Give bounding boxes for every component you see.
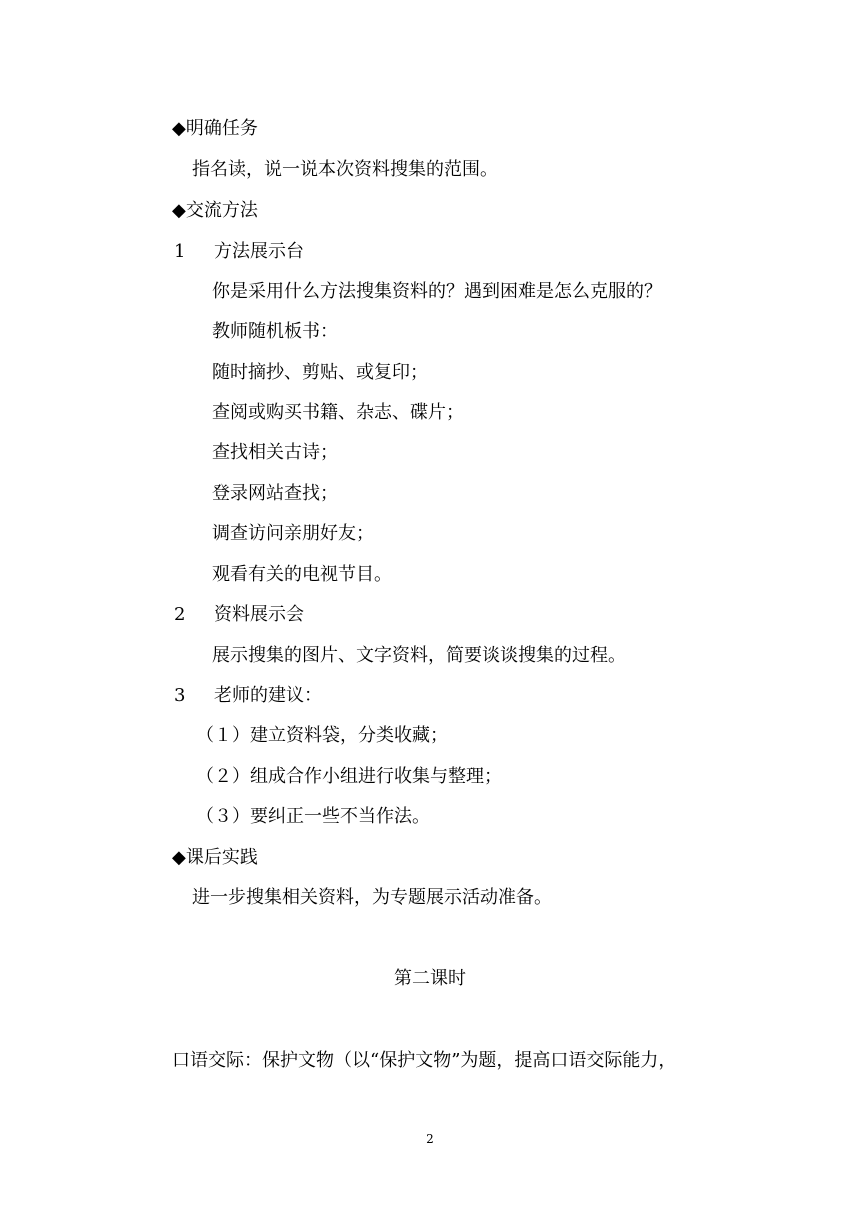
suggestion-item: （１）建立资料袋，分类收藏； (196, 725, 448, 746)
step-1-line: 查阅或购买书籍、杂志、碟片； (212, 402, 464, 423)
step-1-line: 教师随机板书： (212, 321, 338, 342)
step-1-heading (174, 241, 304, 263)
step-1-line: 你是采用什么方法搜集资料的？遇到困难是怎么克服的？ (212, 281, 662, 302)
practice-heading: ◆课后实践 (172, 847, 258, 868)
step-1-line: 登录网站查找； (212, 483, 338, 504)
step-number: 3 (174, 685, 186, 706)
practice-body: 进一步搜集相关资料，为专题展示活动准备。 (192, 887, 552, 908)
step-2-line: 展示搜集的图片、文字资料，简要谈谈搜集的过程。 (212, 645, 626, 666)
suggestion-item: （２）组成合作小组进行收集与整理； (196, 766, 502, 787)
step-number: 1 (174, 241, 186, 262)
step-title: 方法展示台 (214, 241, 304, 262)
lesson-title: 第二课时 (394, 968, 466, 989)
step-1-line: 观看有关的电视节目。 (212, 564, 392, 585)
step-title: 老师的建议： (214, 685, 322, 706)
task-heading: ◆明确任务 (172, 118, 258, 139)
step-3-heading (174, 685, 322, 707)
step-1-line: 查找相关古诗； (212, 442, 338, 463)
page-number: 2 (426, 1132, 434, 1146)
step-title: 资料展示会 (214, 604, 304, 625)
step-1-line: 调查访问亲朋好友； (212, 523, 374, 544)
method-heading: ◆交流方法 (172, 200, 258, 221)
step-2-heading (174, 604, 304, 626)
task-body: 指名读，说一说本次资料搜集的范围。 (192, 159, 498, 180)
oral-communication-intro: 口语交际：保护文物（以“保护文物”为题，提高口语交际能力， (172, 1050, 677, 1071)
step-number: 2 (174, 604, 186, 625)
step-1-line: 随时摘抄、剪贴、或复印； (212, 362, 428, 383)
suggestion-item: （３）要纠正一些不当作法。 (196, 806, 430, 827)
